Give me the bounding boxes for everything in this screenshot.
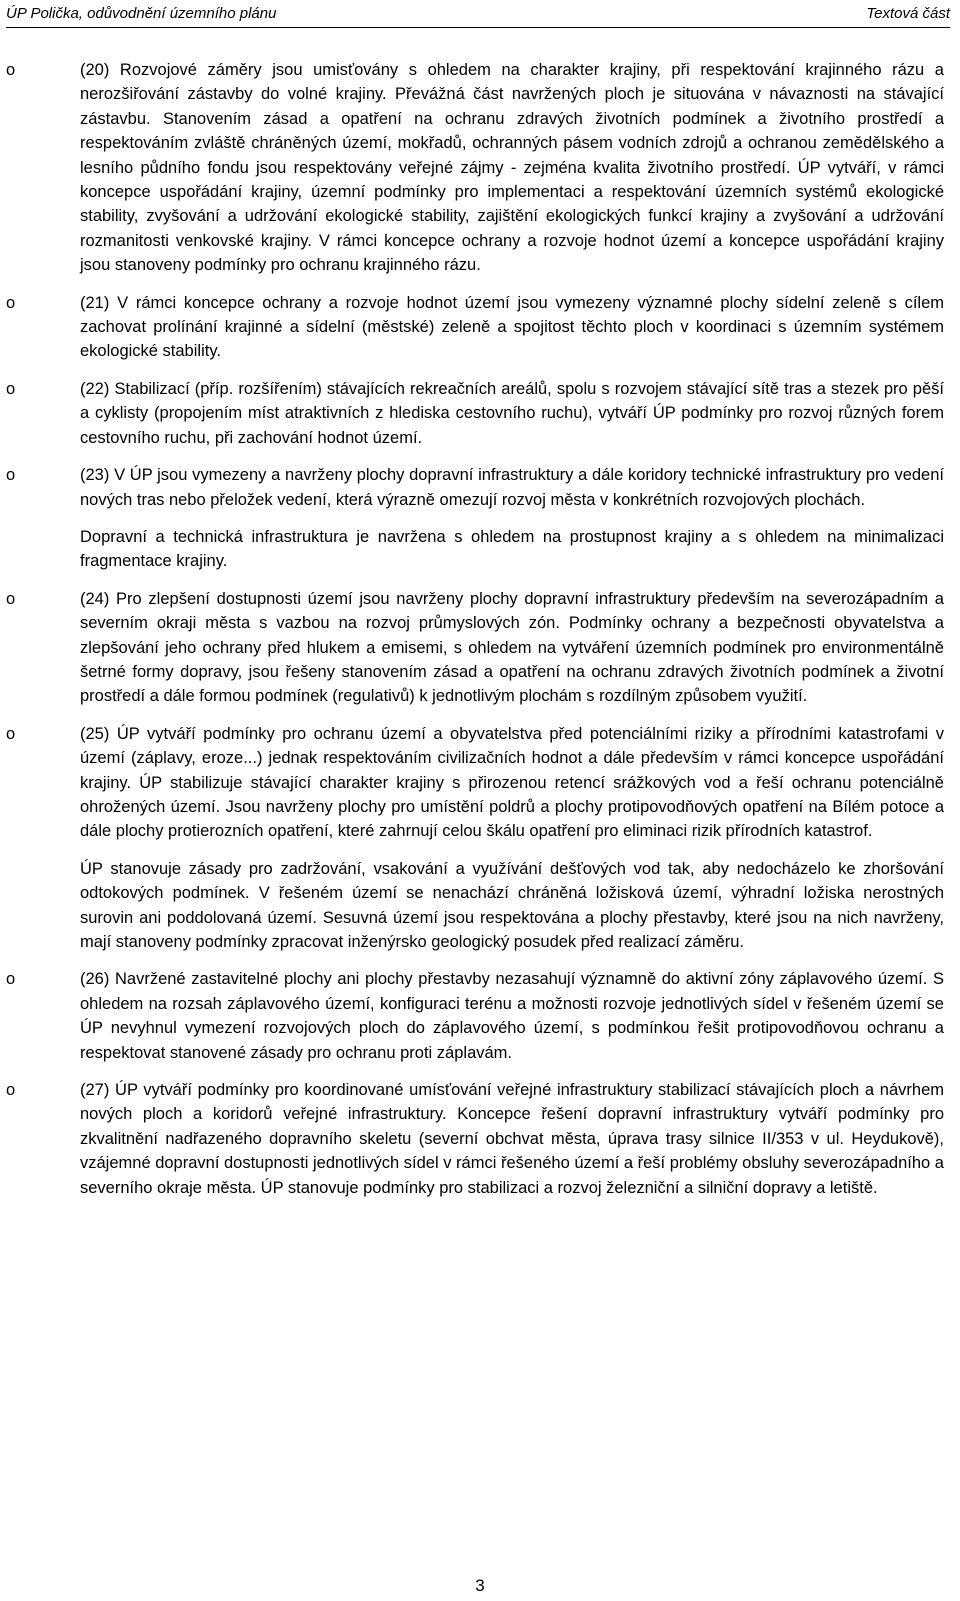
list-item [0,377,960,450]
bullet-marker: o [6,293,16,312]
page-number: 3 [475,1576,485,1595]
list-item [0,1078,960,1200]
list-item [0,587,960,709]
paragraph: Dopravní a technická infrastruktura je navržena s ohledem na prostupnost krajiny a s ohledem na minimalizaci fragmentace krajiny. [80,527,944,571]
paragraph: (20) Rozvojové záměry jsou umisťovány s ohledem na charakter krajiny, při respektování krajinného rázu a nerozšiřování zástavby do volné krajiny. Převážná část navržených ploch je situována v návaznosti na stávající zástavbu. Stanovením zásad a opatření na ochranu zdravých životních podmínek a životního prostředí a respektováním zvláště chráněných území, mokřadů, ochranných pásem vodních zdrojů a ochranou zemědělského a lesního půdního fondu jsou respektovány veřejné zájmy - zejména kvalita životního prostředí. ÚP vytváří, v rámci koncepce uspořádání krajiny, územní podmínky pro implementaci a respektování územních systémů ekologické stability, zvyšování a udržování ekologické stability, zajištění ekologických funkcí krajiny a zvyšování a udržování rozmanitosti venkovské krajiny. V rámci koncepce ochrany a rozvoje hodnot území a koncepce uspořádání krajiny jsou stanoveny podmínky pro ochranu krajinného rázu. [80,61,944,275]
paragraph: ÚP stanovuje zásady pro zadržování, vsakování a využívání dešťových vod tak, aby nedocházelo ke zhoršování odtokových podmínek. V řešeném území se nenachází chráněná ložisková území, výhradní ložiska nerostných surovin ani poddolovaná území. Sesuvná území jsou respektována a plochy přestavby, které jsou na nich navrženy, mají stanoveny podmínky zpracovat inženýrsko geologický posudek před realizací záměru. [80,859,944,951]
list-item [0,58,960,278]
bullet-marker: o [6,970,16,989]
bullet-marker: o [6,379,16,398]
paragraph: (24) Pro zlepšení dostupnosti území jsou navrženy plochy dopravní infrastruktury především na severozápadním a severním okraji města s vazbou na rozvoj průmyslových zón. Podmínky ochrany a bezpečnosti obyvatelstva a zlepšování jeho ochrany před hlukem a emisemi, s ohledem na vytváření územních podmínek pro environmentálně šetrné formy dopravy, jsou řešeny stanovením zásad a opatření na ochranu zdravých životních podmínek a životní prostředí a dále formou podmínek (regulativů) k jednotlivým plochám s rozdílným způsobem využití. [80,589,944,706]
list-item [0,967,960,1065]
paragraph: (21) V rámci koncepce ochrany a rozvoje hodnot území jsou vymezeny významné plochy sídelní zeleně s cílem zachovat prolínání krajinné a sídelní (městské) zeleně a spojitost těchto ploch v koordinaci s územním systémem ekologické stability. [80,293,944,361]
list-item [0,463,960,574]
paragraph: (22) Stabilizací (příp. rozšířením) stávajících rekreačních areálů, spolu s rozvojem stávající sítě tras a stezek pro pěší a cyklisty (propojením míst atraktivních z hlediska cestovního ruchu), vytváří ÚP podmínky pro rozvoj různých forem cestovního ruchu, při zachování hodnot území. [80,379,944,447]
paragraph: (27) ÚP vytváří podmínky pro koordinované umísťování veřejné infrastruktury stabilizací stávajících ploch a návrhem nových ploch a koridorů veřejné infrastruktury. Koncepce řešení dopravní infrastruktury vytváří podmínky pro zkvalitnění nadřazeného dopravního skeletu (severní obchvat města, úprava trasy silnice II/353 v ul. Heydukově), vzájemné dopravní dostupnosti jednotlivých sídel v rámci řešeného území a řeší problémy obsluhy severozápadního a severního okraje města. ÚP stanovuje podmínky pro stabilizaci a rozvoj železniční a silniční dopravy a letiště. [80,1081,944,1197]
paragraph: (25) ÚP vytváří podmínky pro ochranu území a obyvatelstva před potenciálními riziky a přírodními katastrofami v území (záplavy, eroze...) jednak respektováním civilizačních hodnot a dále především v rámci koncepce uspořádání krajiny. ÚP stabilizuje stávající charakter krajiny s přirozenou retencí srážkových vod a řeší ochranu potenciálně ohrožených území. Jsou navrženy plochy pro umístění poldrů a plochy protipovodňových opatření na Bílém potoce a dále plochy protierozních opatření, které zahrnují celou škálu opatření pro eliminaci rizik přírodních katastrof. [80,724,944,841]
list-item [0,722,960,955]
header-section-label: Textová část [866,5,950,22]
bullet-marker: o [6,466,16,485]
bullet-marker: o [6,1081,16,1100]
page-header [6,3,950,28]
list-item [0,291,960,364]
paragraph: (23) V ÚP jsou vymezeny a navrženy plochy dopravní infrastruktury a dále koridory technické infrastruktury pro vedení nových tras nebo přeložek vedení, která výrazně omezují rozvoj města v konkrétních rozvojových plochách. [80,466,944,509]
document-body [0,58,960,1213]
bullet-marker: o [6,61,16,79]
paragraph: (26) Navržené zastavitelné plochy ani plochy přestavby nezasahují významně do aktivní zóny záplavového území. S ohledem na rozsah záplavového území, konfiguraci terénu a možnosti rozvoje jednotlivých sídel v řešeném území se ÚP nevyhnul vymezení rozvojových ploch do záplavového území, s podmínkou řešit protipovodňovou ochranu a respektovat stanovené zásady pro ochranu proti záplavám. [80,970,944,1062]
bullet-marker: o [6,724,16,743]
header-document-title: ÚP Polička, odůvodnění územního plánu [6,5,277,22]
bullet-marker: o [6,589,16,608]
